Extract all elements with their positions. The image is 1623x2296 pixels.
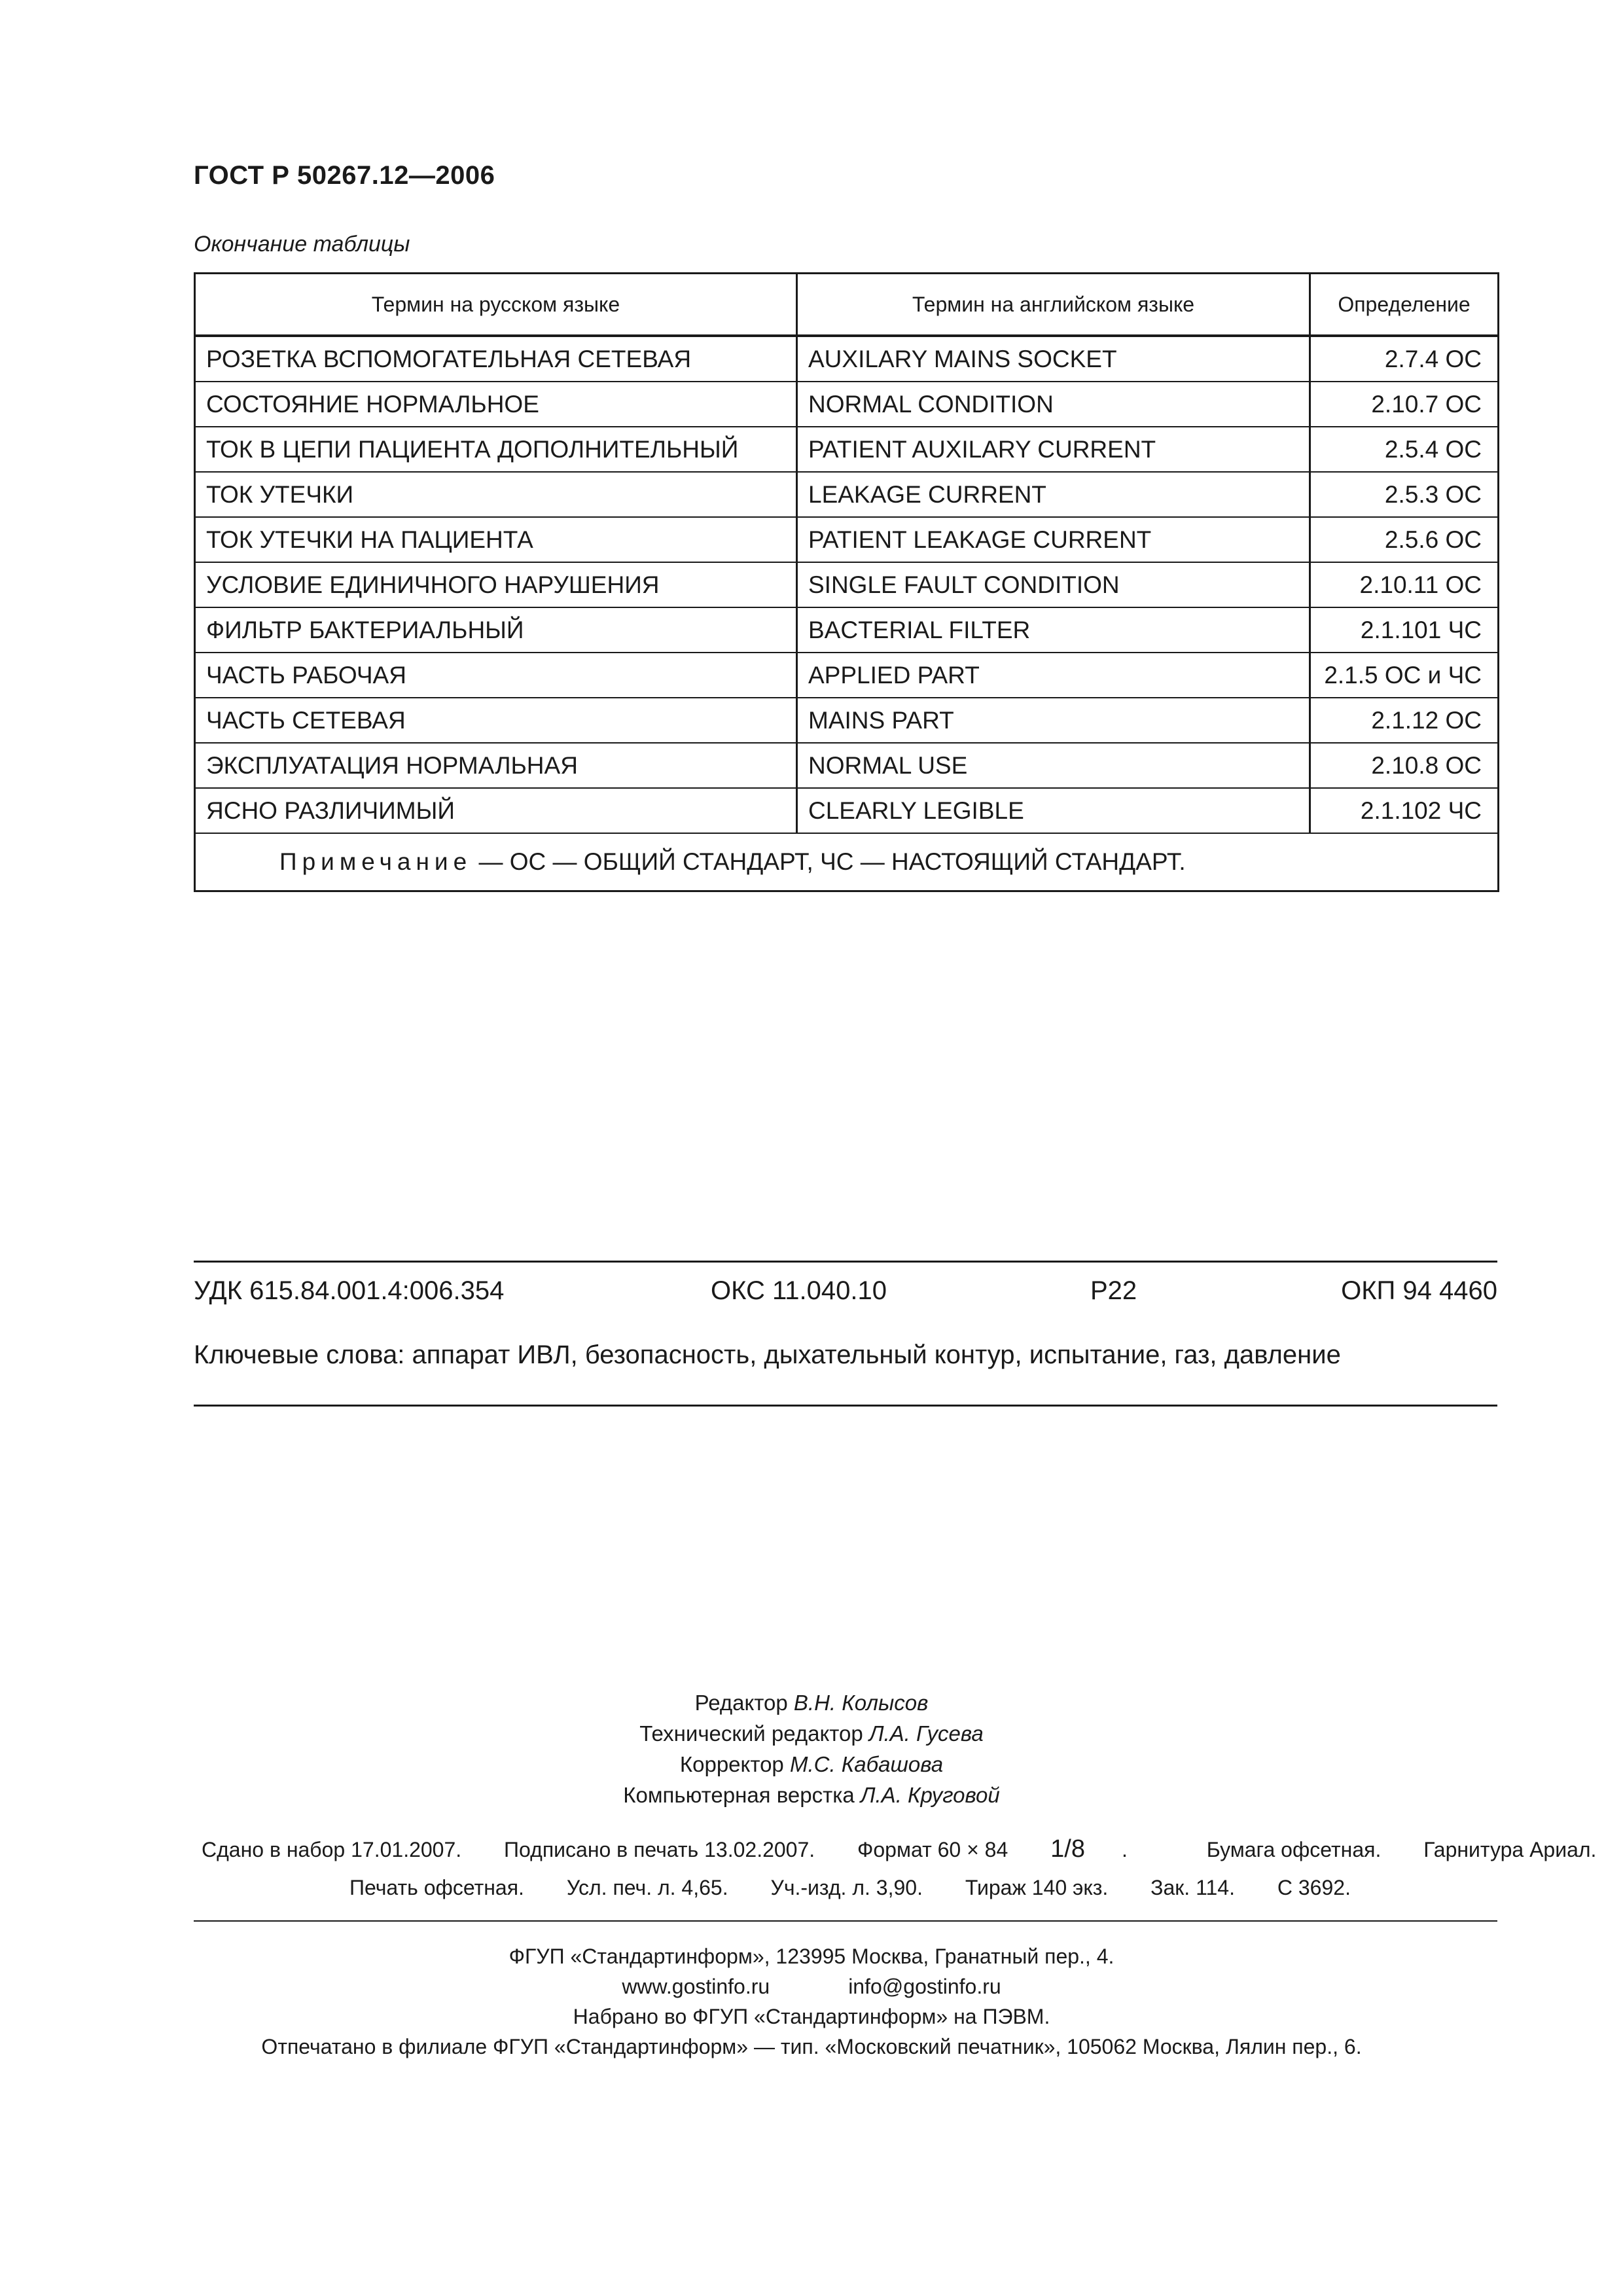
note-label: Примечание [279,848,473,875]
credit-role: Компьютерная верстка [623,1783,861,1807]
table-row [195,517,1499,562]
credit-name: Л.А. Круговой [860,1783,1000,1807]
publisher-website: www.gostinfo.ru [622,1975,770,1998]
definition-cell: 2.1.5 ОС и ЧС [1310,653,1499,698]
credit-role: Редактор [694,1691,794,1715]
definition-cell: 2.5.3 ОС [1310,472,1499,517]
table-row [195,653,1499,698]
table-row [195,788,1499,833]
english-term-cell: AUXILARY MAINS SOCKET [797,336,1310,382]
publisher-email: info@gostinfo.ru [848,1975,1001,1998]
classification-codes [194,1276,1497,1309]
signed-date: Подписано в печать 13.02.2007. [504,1838,815,1861]
russian-term-cell: ТОК УТЕЧКИ НА ПАЦИЕНТА [195,517,797,562]
publisher-block [0,1941,1623,2062]
credit-name: В.Н. Колысов [793,1691,929,1715]
keywords-divider [194,1405,1497,1407]
paper-type: Бумага офсетная. [1206,1838,1382,1861]
russian-term-cell: ЯСНО РАЗЛИЧИМЫЙ [195,788,797,833]
table-row [195,427,1499,472]
russian-term-cell: СОСТОЯНИЕ НОРМАЛЬНОЕ [195,382,797,427]
table-row [195,698,1499,743]
definition-cell: 2.10.8 ОС [1310,743,1499,788]
english-term-cell: PATIENT LEAKAGE CURRENT [797,517,1310,562]
column-header-definition: Определение [1310,274,1499,336]
definition-cell: 2.1.101 ЧС [1310,607,1499,653]
column-header-english-term: Термин на английском языке [797,274,1310,336]
print-info-line-2 [349,1876,1623,1900]
conventional-sheets: Усл. печ. л. 4,65. [566,1876,728,1899]
credit-name: М.С. Кабашова [789,1752,944,1776]
circulation: Тираж 140 экз. [965,1876,1109,1899]
russian-term-cell: ЧАСТЬ СЕТЕВАЯ [195,698,797,743]
publishing-sheets: Уч.-изд. л. 3,90. [770,1876,923,1899]
credit-technical-editor [0,1718,1623,1749]
definition-cell: 2.10.11 ОС [1310,562,1499,607]
definition-cell: 2.5.6 ОС [1310,517,1499,562]
russian-term-cell: УСЛОВИЕ ЕДИНИЧНОГО НАРУШЕНИЯ [195,562,797,607]
order-number: Зак. 114. [1150,1876,1235,1899]
credit-layout [0,1780,1623,1810]
print-format [857,1835,1164,1863]
russian-term-cell: РОЗЕТКА ВСПОМОГАТЕЛЬНАЯ СЕТЕВАЯ [195,336,797,382]
definition-cell: 2.1.102 ЧС [1310,788,1499,833]
table-row [195,382,1499,427]
table-footer [195,833,1499,891]
okp-code: ОКП 94 4460 [1341,1276,1497,1305]
credit-name: Л.А. Гусева [868,1721,984,1746]
publisher-contacts [0,1971,1623,2001]
table-row [195,562,1499,607]
english-term-cell: PATIENT AUXILARY CURRENT [797,427,1310,472]
table-body [195,336,1499,833]
standard-number: ГОСТ Р 50267.12—2006 [194,161,495,190]
submitted-date: Сдано в набор 17.01.2007. [202,1838,462,1861]
table-row [195,336,1499,382]
english-term-cell: NORMAL CONDITION [797,382,1310,427]
udk-code: УДК 615.84.001.4:006.354 [194,1276,505,1305]
code-number: С 3692. [1277,1876,1351,1899]
credit-role: Корректор [679,1752,790,1776]
english-term-cell: BACTERIAL FILTER [797,607,1310,653]
publisher-printed: Отпечатано в филиале ФГУП «Стандартинформ» — тип. «Московский печатник», 105062 Москва, Лялин пер., 6. [261,2035,1362,2058]
group-code: Р22 [1090,1276,1137,1305]
oks-code: ОКС 11.040.10 [711,1276,887,1305]
definition-cell: 2.1.12 ОС [1310,698,1499,743]
column-header-russian-term: Термин на русском языке [195,274,797,336]
credit-proofreader [0,1749,1623,1780]
format-prefix: Формат 60 × 84 [857,1838,1008,1861]
table-header-row [195,274,1499,336]
definition-cell: 2.7.4 ОС [1310,336,1499,382]
definition-cell: 2.10.7 ОС [1310,382,1499,427]
table-note-row [195,833,1499,891]
table-row [195,607,1499,653]
russian-term-cell: ФИЛЬТР БАКТЕРИАЛЬНЫЙ [195,607,797,653]
credit-editor [0,1687,1623,1718]
credit-role: Технический редактор [639,1721,869,1746]
format-fraction: 1/8 [1050,1835,1085,1863]
top-divider [194,1261,1497,1263]
publisher-divider [194,1920,1497,1922]
credits-block [0,1687,1623,1810]
english-term-cell: MAINS PART [797,698,1310,743]
note-text: — ОС — ОБЩИЙ СТАНДАРТ, ЧС — НАСТОЯЩИЙ СТАНДАРТ. [472,848,1186,875]
table-row [195,472,1499,517]
font-name: Гарнитура Ариал. [1423,1838,1597,1861]
publisher-typeset: Набрано во ФГУП «Стандартинформ» на ПЭВМ. [573,2005,1050,2028]
terms-table [194,272,1499,892]
english-term-cell: CLEARLY LEGIBLE [797,788,1310,833]
print-info-line-1 [202,1835,1597,1863]
format-suffix: . [1121,1838,1128,1861]
english-term-cell: LEAKAGE CURRENT [797,472,1310,517]
publisher-address: ФГУП «Стандартинформ», 123995 Москва, Гранатный пер., 4. [508,1945,1115,1968]
russian-term-cell: ЧАСТЬ РАБОЧАЯ [195,653,797,698]
english-term-cell: NORMAL USE [797,743,1310,788]
table-caption: Окончание таблицы [194,232,410,257]
russian-term-cell: ТОК УТЕЧКИ [195,472,797,517]
english-term-cell: APPLIED PART [797,653,1310,698]
russian-term-cell: ТОК В ЦЕПИ ПАЦИЕНТА ДОПОЛНИТЕЛЬНЫЙ [195,427,797,472]
printing-method: Печать офсетная. [349,1876,524,1899]
table-row [195,743,1499,788]
definition-cell: 2.5.4 ОС [1310,427,1499,472]
keywords: Ключевые слова: аппарат ИВЛ, безопасность, дыхательный контур, испытание, газ, давление [194,1340,1341,1369]
table-header [195,274,1499,336]
table-note [195,833,1499,891]
russian-term-cell: ЭКСПЛУАТАЦИЯ НОРМАЛЬНАЯ [195,743,797,788]
english-term-cell: SINGLE FAULT CONDITION [797,562,1310,607]
